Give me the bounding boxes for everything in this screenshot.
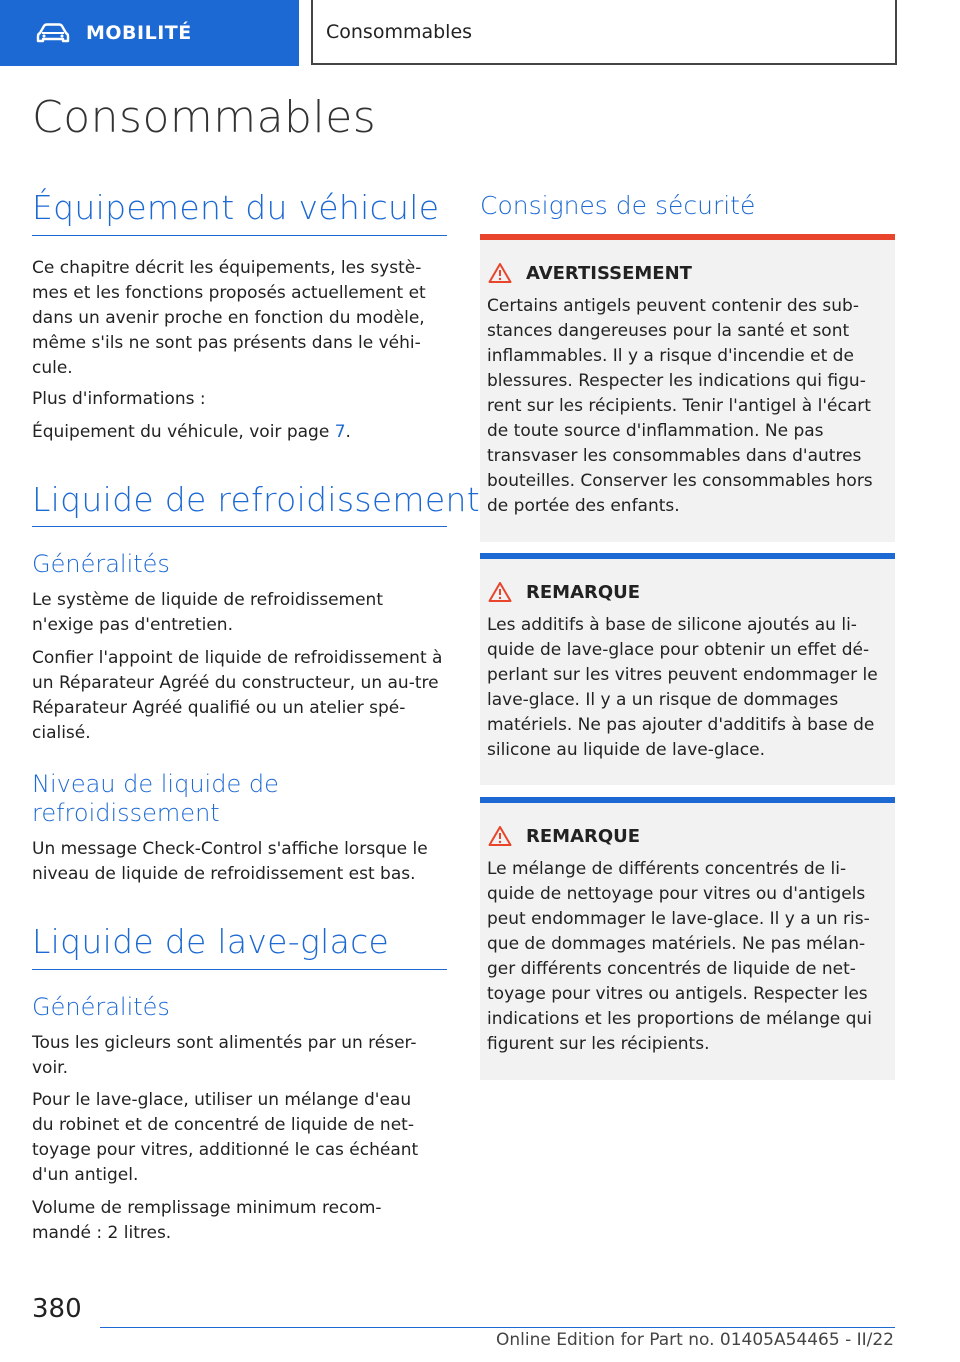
- note-bar-1: [480, 553, 895, 559]
- page-title: Consommables: [32, 92, 377, 143]
- note-header-2: [488, 825, 640, 847]
- note-text-1: Les additifs à base de silicone ajoutés au li-quide de lave-glace pour obtenir un effet dé-perlant sur les vitres peuvent endommager le lave-glace. Il y a un risque de dommages matériels. Ne pas ajouter d'additifs à base de silicone au liquide de lave-glace.: [487, 615, 878, 760]
- coolant-level-heading: Niveau de liquide de refroidissement: [32, 770, 279, 827]
- page-reference: [32, 420, 447, 445]
- page-number: 380: [32, 1294, 82, 1324]
- footer-rule: [100, 1327, 895, 1328]
- note-label-2: REMARQUE: [526, 825, 641, 847]
- coolant-general-heading: Généralités: [32, 550, 170, 578]
- washer-general-heading: Généralités: [32, 993, 170, 1021]
- equipment-rule: [32, 235, 447, 236]
- reference-text: Équipement du véhicule, voir page: [32, 422, 335, 442]
- washer-p3: Volume de remplissage minimum recom-mandé : 2 litres.: [32, 1198, 382, 1243]
- note-text-2: Le mélange de différents concentrés de li-quide de nettoyage pour vitres ou d'antigels peut endommager le lave-glace. Il y a un ris-que de dommages matériels. Ne pas mélan-ger différents concentrés de liquide de net-toyage pour vitres ou antigels. Respecter les indications et les proportions de mélange qui figurent sur les récipients.: [487, 859, 872, 1054]
- washer-p1: Tous les gicleurs sont alimentés par un réser-voir.: [32, 1033, 417, 1078]
- note-bar-2: [480, 797, 895, 803]
- warning-triangle-icon: [488, 825, 512, 847]
- coolant-heading: Liquide de refroidissement: [32, 480, 480, 519]
- car-icon: [36, 22, 70, 44]
- warning-triangle-icon: [488, 262, 512, 284]
- coolant-level-paragraph: Un message Check-Control s'affiche lorsque le niveau de liquide de refroidissement est bas.: [32, 839, 428, 884]
- note-header-1: [488, 581, 640, 603]
- reference-end: .: [345, 422, 351, 442]
- warning-header: [488, 262, 692, 284]
- coolant-general-p1: Le système de liquide de refroidissement n'exige pas d'entretien.: [32, 590, 383, 635]
- section-label: MOBILITÉ: [86, 22, 192, 44]
- washer-heading: Liquide de lave-glace: [32, 922, 390, 961]
- more-info-text: Plus d'informations :: [32, 389, 206, 409]
- warning-text: Certains antigels peuvent contenir des sub-stances dangereuses pour la santé et sont inflammables. Il y a risque d'incendie et de blessures. Respecter les indications qui figu-rent sur les récipients. Tenir l'antigel à l'écart de toute source d'inflammation. Ne pas transvaser les consommables dans d'autres bouteilles. Conserver les consommables hors de portée des enfants.: [487, 296, 873, 516]
- coolant-rule: [32, 526, 447, 527]
- note-label-1: REMARQUE: [526, 581, 641, 603]
- coolant-general-p2: Confier l'appoint de liquide de refroidissement à un Réparateur Agréé du constructeur, un au-tre Réparateur Agréé qualifié ou un atelier spé-cialisé.: [32, 648, 443, 743]
- warning-bar: [480, 234, 895, 240]
- washer-p2: Pour le lave-glace, utiliser un mélange d'eau du robinet et de concentré de liquide de net-toyage pour vitres, additionné le cas échéant d'un antigel.: [32, 1090, 419, 1185]
- equipment-heading: Équipement du véhicule: [32, 188, 440, 227]
- reference-page-link[interactable]: 7: [334, 422, 346, 442]
- washer-rule: [32, 969, 447, 970]
- edition-text: Online Edition for Part no. 01405A54465 - II/22: [495, 1330, 894, 1350]
- chapter-label: Consommables: [326, 20, 473, 43]
- warning-box: [480, 234, 895, 542]
- section-tab: [0, 0, 299, 66]
- equipment-paragraph: Ce chapitre décrit les équipements, les systè-mes et les fonctions proposés actuellement et dans un avenir proche en fonction du modèle, même s'ils ne sont pas présents dans le véhi-cule.: [32, 258, 426, 378]
- chapter-tab: [311, 0, 897, 65]
- warning-label: AVERTISSEMENT: [526, 262, 692, 284]
- note-box-2: [480, 797, 895, 1080]
- note-box-1: [480, 553, 895, 785]
- warning-triangle-icon: [488, 581, 512, 603]
- safety-heading: Consignes de sécurité: [480, 191, 756, 220]
